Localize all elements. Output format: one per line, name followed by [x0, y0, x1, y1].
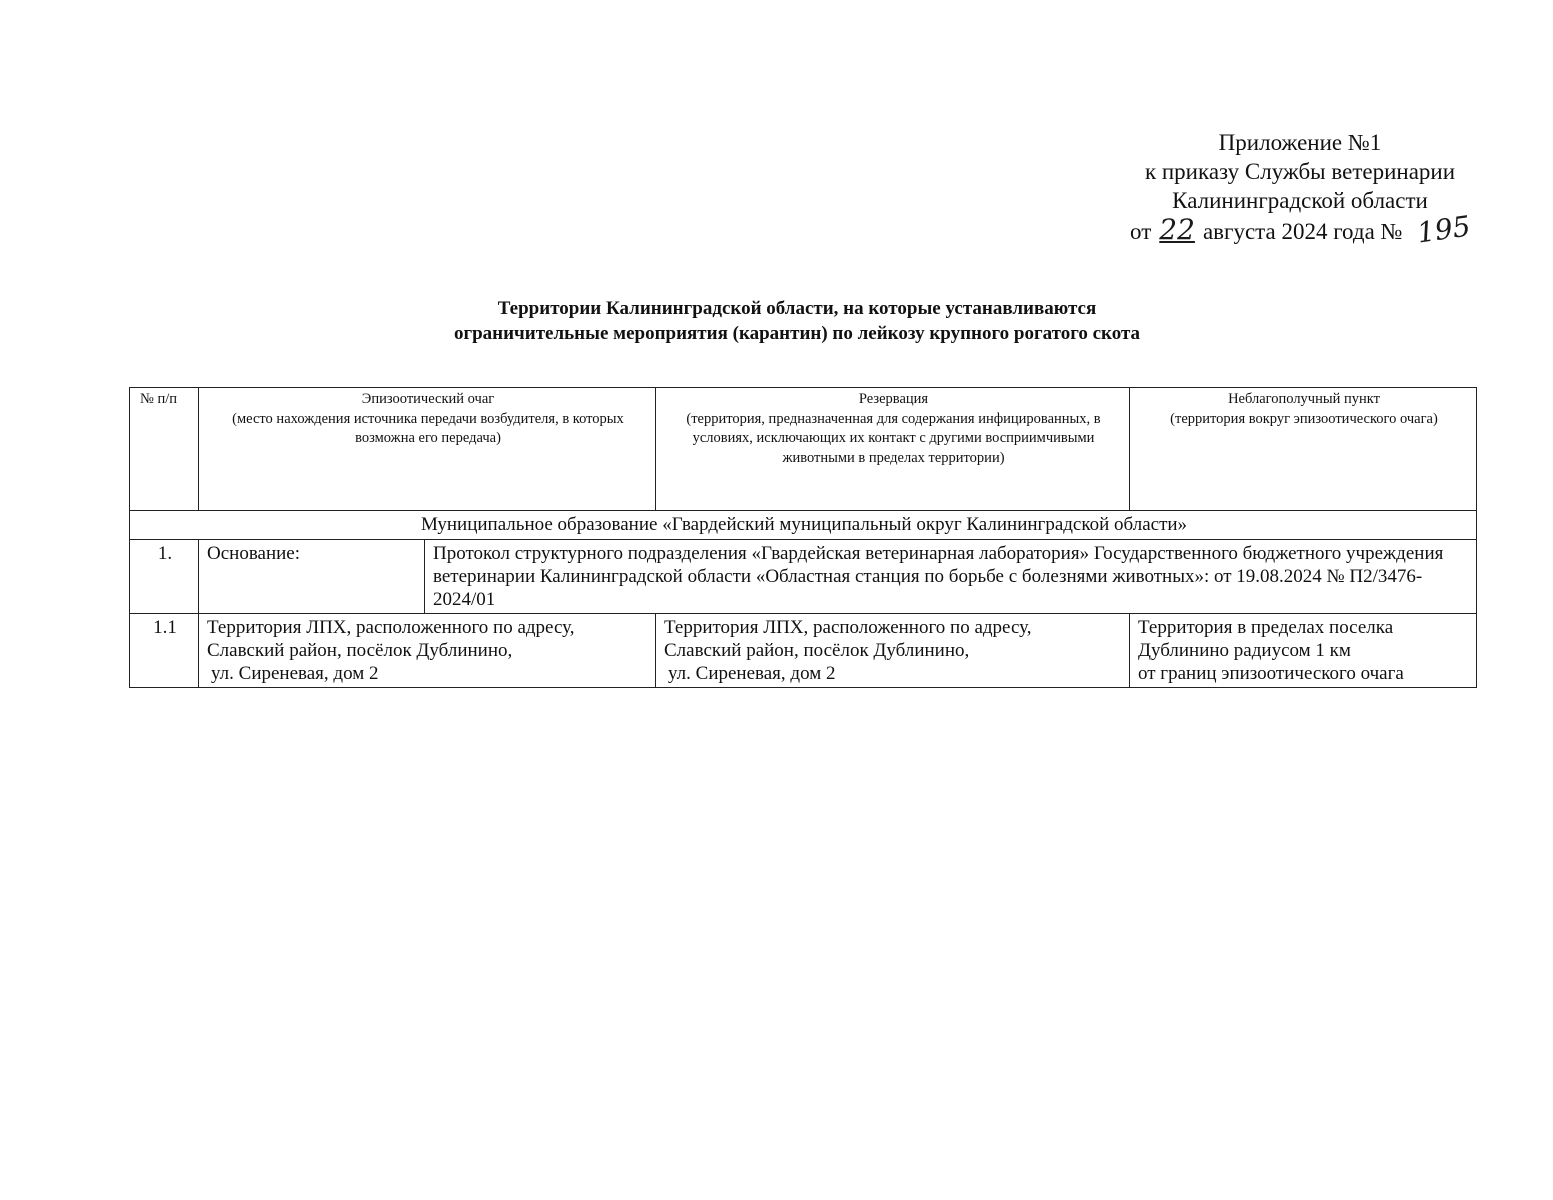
appendix-region: Калининградской области — [1172, 188, 1428, 213]
basis-text: Протокол структурного подразделения «Гвардейская ветеринарная лаборатория» Государственного бюджетного учреждения ветеринарии Калининградской области «Областная станция по борьбе с болезнями животных»: от 19.08.2024 № П2/3476-2024/01 — [425, 540, 1477, 614]
date-rest: августа 2024 года № — [1202, 219, 1403, 244]
row-focus: Территория ЛПХ, расположенного по адресу, Славский район, посёлок Дублинино, ул. Сиреневая, дом 2 — [199, 614, 656, 688]
table-header-row — [130, 388, 1477, 511]
header-focus-desc: (место нахождения источника передачи возбудителя, в которых возможна его передача) — [232, 410, 624, 446]
municipality-cell: Муниципальное образование «Гвардейский муниципальный округ Калининградской области» — [130, 511, 1477, 540]
row-unsafe: Территория в пределах поселка Дублинино радиусом 1 км от границ эпизоотического очага — [1130, 614, 1477, 688]
title-line-1: Территории Калининградской области, на которые устанавливаются — [497, 298, 1097, 319]
table-row — [130, 614, 1477, 688]
header-unsafe — [1130, 388, 1477, 511]
header-reservation — [656, 388, 1130, 511]
quarantine-table — [129, 387, 1477, 688]
document-title — [130, 296, 1464, 346]
appendix-date-line — [1060, 209, 1540, 250]
header-num: № п/п — [130, 388, 199, 511]
header-unsafe-desc: (территория вокруг эпизоотического очага) — [1170, 410, 1438, 427]
header-focus-title: Эпизоотический очаг — [361, 391, 495, 407]
header-unsafe-title: Неблагополучный пункт — [1228, 391, 1380, 407]
appendix-order-ref: к приказу Службы ветеринарии — [1144, 159, 1456, 184]
basis-row — [130, 540, 1477, 614]
row-num: 1.1 — [130, 614, 199, 688]
header-reservation-desc: (территория, предназначенная для содержания инфицированных, в условиях, исключающих их контакт с другими восприимчивыми животными в пределах территории) — [686, 410, 1101, 466]
title-line-2: ограничительные мероприятия (карантин) по лейкозу крупного рогатого скота — [453, 323, 1141, 344]
appendix-title: Приложение №1 — [1218, 130, 1382, 155]
handwritten-order-number: 195 — [1414, 209, 1472, 250]
municipality-row — [130, 511, 1477, 540]
header-reservation-title: Резервация — [858, 391, 929, 407]
handwritten-day: 22 — [1159, 213, 1195, 246]
basis-label: Основание: — [199, 540, 425, 614]
appendix-block — [1060, 128, 1540, 250]
basis-num: 1. — [130, 540, 199, 614]
row-reservation: Территория ЛПХ, расположенного по адресу, Славский район, посёлок Дублинино, ул. Сиреневая, дом 2 — [656, 614, 1130, 688]
header-focus — [199, 388, 656, 511]
date-prefix: от — [1130, 219, 1152, 244]
